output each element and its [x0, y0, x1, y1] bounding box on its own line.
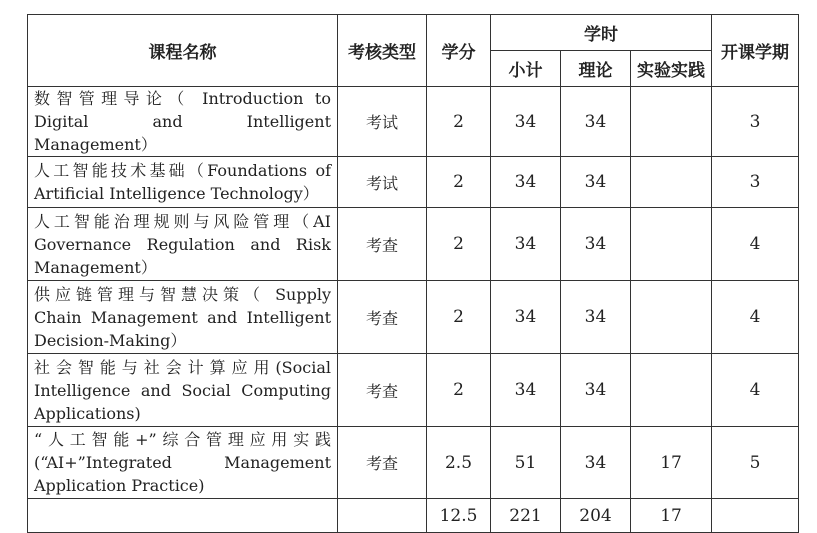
table-row	[28, 208, 799, 281]
assessment-cell: 考查	[338, 208, 427, 281]
header-theory: 理论	[561, 51, 631, 87]
course-name-line: Artificial Intelligence Technology）	[34, 184, 319, 203]
table-row	[28, 354, 799, 427]
credits-cell: 2	[427, 354, 491, 427]
table-row	[28, 427, 799, 499]
header-subtotal: 小计	[491, 51, 561, 87]
course-name-line: “人工智能+”综合管理应用实践	[34, 430, 331, 449]
semester-cell: 4	[712, 354, 799, 427]
subtotal-cell: 34	[491, 208, 561, 281]
course-name-line: 人工智能技术基础（Foundations of	[34, 161, 331, 180]
course-name-line: Decision-Making）	[34, 330, 187, 350]
table-row	[28, 281, 799, 354]
semester-cell: 4	[712, 281, 799, 354]
header-hours: 学时	[491, 15, 712, 51]
table-body	[28, 87, 799, 533]
credits-cell: 2	[427, 87, 491, 157]
course-name-line: Governance Regulation and Risk	[34, 234, 331, 254]
theory-cell: 34	[561, 87, 631, 157]
course-name-line: 数智管理导论（ Introduction to	[34, 89, 331, 108]
course-name-line: Applications)	[34, 403, 141, 423]
course-name-line: Application Practice)	[34, 476, 205, 495]
totals-semester-cell	[712, 499, 799, 533]
practice-cell	[631, 157, 712, 208]
credits-cell: 2	[427, 281, 491, 354]
subtotal-cell: 34	[491, 354, 561, 427]
course-name-cell	[28, 281, 338, 354]
theory-cell: 34	[561, 427, 631, 499]
credits-cell: 2.5	[427, 427, 491, 499]
theory-cell: 34	[561, 281, 631, 354]
course-name-line: Intelligence and Social Computing	[34, 380, 331, 400]
course-name-cell	[28, 208, 338, 281]
course-name-line: (“AI+”Integrated Management	[34, 453, 331, 472]
course-name-cell	[28, 87, 338, 157]
course-name-line: Chain Management and Intelligent	[34, 307, 331, 327]
total-subtotal-cell: 221	[491, 499, 561, 533]
totals-label-cell	[28, 499, 338, 533]
assessment-cell: 考试	[338, 87, 427, 157]
semester-cell: 3	[712, 87, 799, 157]
course-name-line: 供应链管理与智慧决策（ Supply	[34, 284, 331, 304]
assessment-cell: 考查	[338, 354, 427, 427]
theory-cell: 34	[561, 354, 631, 427]
subtotal-cell: 51	[491, 427, 561, 499]
semester-cell: 3	[712, 157, 799, 208]
semester-cell: 5	[712, 427, 799, 499]
course-name-line: 社会智能与社会计算应用(Social	[34, 357, 331, 377]
subtotal-cell: 34	[491, 87, 561, 157]
subtotal-cell: 34	[491, 157, 561, 208]
header-assessment-type: 考核类型	[338, 15, 427, 87]
header-credits: 学分	[427, 15, 491, 87]
header-course-name: 课程名称	[28, 15, 338, 87]
theory-cell: 34	[561, 208, 631, 281]
course-table	[27, 14, 799, 533]
total-practice-cell: 17	[631, 499, 712, 533]
practice-cell	[631, 281, 712, 354]
practice-cell	[631, 354, 712, 427]
course-name-cell	[28, 354, 338, 427]
practice-cell	[631, 208, 712, 281]
course-name-cell	[28, 157, 338, 208]
assessment-cell: 考查	[338, 427, 427, 499]
semester-cell: 4	[712, 208, 799, 281]
course-name-line: 人工智能治理规则与风险管理（AI	[34, 211, 331, 231]
course-name-line: Digital and Intelligent Management）	[34, 112, 331, 154]
credits-cell: 2	[427, 157, 491, 208]
assessment-cell: 考试	[338, 157, 427, 208]
total-theory-cell: 204	[561, 499, 631, 533]
course-name-cell	[28, 427, 338, 499]
table-row	[28, 87, 799, 157]
header-semester: 开课学期	[712, 15, 799, 87]
practice-cell: 17	[631, 427, 712, 499]
theory-cell: 34	[561, 157, 631, 208]
totals-assessment-cell	[338, 499, 427, 533]
assessment-cell: 考查	[338, 281, 427, 354]
credits-cell: 2	[427, 208, 491, 281]
totals-row	[28, 499, 799, 533]
subtotal-cell: 34	[491, 281, 561, 354]
header-practice: 实验实践	[631, 51, 712, 87]
table-row	[28, 157, 799, 208]
total-credits-cell: 12.5	[427, 499, 491, 533]
practice-cell	[631, 87, 712, 157]
course-name-line: Management）	[34, 257, 157, 277]
